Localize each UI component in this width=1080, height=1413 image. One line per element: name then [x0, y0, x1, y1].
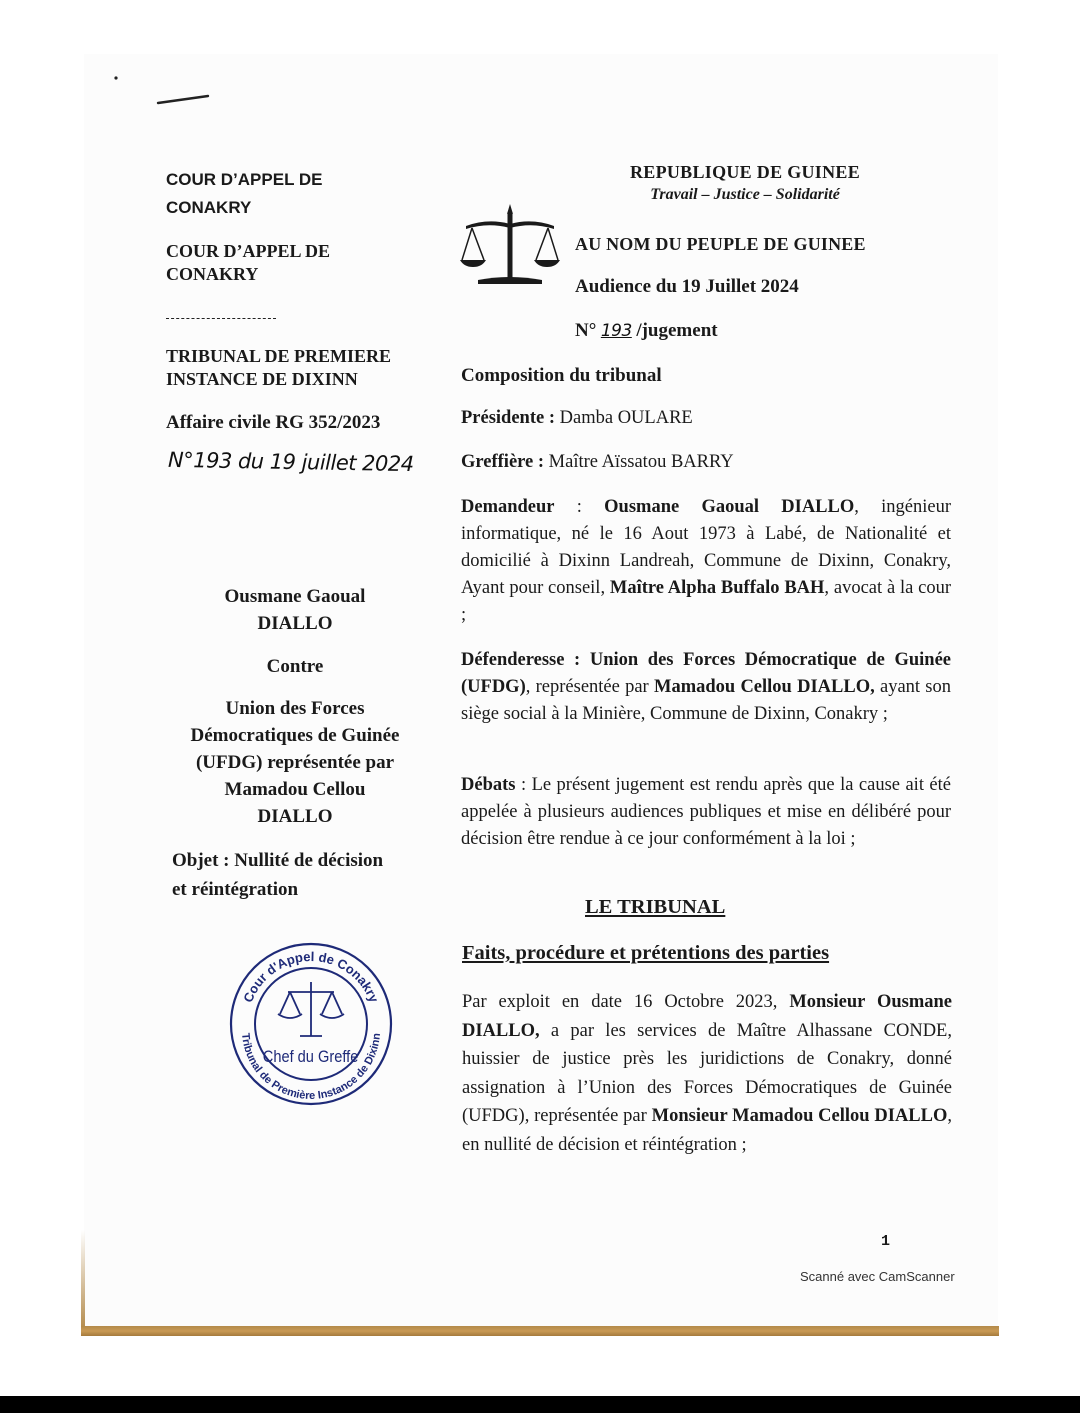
section-title: LE TRIBUNAL [585, 896, 726, 918]
defendant-name: Union des Forces Démocratique de Guinée (UFDG) [461, 650, 952, 697]
tribunal-name [166, 345, 391, 391]
court-name-line: CONAKRY [166, 264, 259, 284]
stamp-outer-text-bottom: Tribunal de Première Instance de Dixinn [239, 1032, 383, 1103]
clerk-name: Maître Aïssatou BARRY [548, 452, 734, 472]
parties-block [160, 583, 430, 830]
court-stamp [228, 938, 394, 1110]
plaintiff-counsel: Maître Alpha Buffalo BAH [609, 578, 825, 598]
defendant-line: Démocratiques de Guinée [190, 725, 400, 746]
plaintiff-name: Ousmane Gaoual DIALLO [604, 497, 855, 517]
facts-text: , en nullité de décision et réintégration ; [462, 1106, 953, 1155]
plaintiff-name: Ousmane Gaoual [224, 586, 366, 607]
country-name: REPUBLIQUE DE GUINEE [629, 162, 861, 182]
defendant-line: Union des Forces [225, 698, 365, 719]
case-reference: Affaire civile RG 352/2023 [166, 412, 381, 433]
facts-text: Par exploit en date 16 Octobre 2023, [462, 992, 790, 1012]
clerk-label: Greffière : [461, 452, 545, 472]
desk-edge [81, 1326, 999, 1336]
page-number: 1 [881, 1233, 891, 1250]
clerk-line [461, 452, 734, 473]
judicial-formula: AU NOM DU PEUPLE DE GUINEE [575, 234, 866, 254]
screen-bottom-bar [0, 1396, 1080, 1413]
object-block [172, 846, 383, 904]
defendant-representative: Mamadou Cellou DIALLO, [653, 677, 875, 697]
court-name-repeat [166, 240, 330, 286]
facts-defendant-representative: Monsieur Mamadou Cellou DIALLO [651, 1106, 948, 1126]
defendant-line: DIALLO [257, 806, 333, 827]
tribunal-line: TRIBUNAL DE PREMIERE [166, 346, 392, 366]
defendant-details-end: ayant son siège social à la Minière, Commune de Dixinn, Conakry ; [461, 677, 952, 724]
subsection-title: Faits, procédure et prétentions des parties [462, 942, 830, 964]
object-line: et réintégration [172, 879, 299, 900]
handwritten-reference: N°193 du 19 juillet 2024 [167, 447, 414, 477]
plaintiff-details: , ingénieur informatique, né le 16 Aout 1973 à Labé, de Nationalité et domicilié à Dixinn Landreah, Commune de Dixinn, Conakry, Ayant pour conseil, [461, 497, 951, 598]
object-line: Objet : Nullité de décision [172, 850, 384, 871]
court-name-line: COUR D’APPEL DE [166, 170, 323, 189]
defendant-paragraph [461, 647, 951, 728]
tribunal-line: INSTANCE DE DIXINN [166, 369, 358, 389]
judgment-number [575, 320, 718, 342]
plaintiff-label: Demandeur [461, 497, 555, 517]
desk-edge [81, 1230, 85, 1330]
hearing-date: Audience du 19 Juillet 2024 [575, 276, 799, 297]
debates-text: : Le présent jugement est rendu après que la cause ait été appelée à plusieurs audiences publiques et mise en délibéré pour décision être rendue à ce jour conformément à la loi ; [461, 775, 951, 849]
facts-text: a par les services de Maître Alhassane CONDE, huissier de justice près les juridictions de Conakry, donné assignation à l’Union des Forces Démocratiques de Guinée (UFDG), représentée par [462, 1020, 952, 1126]
president-name: Damba OULARE [559, 408, 693, 428]
debates-paragraph [461, 772, 951, 853]
defendant-label: Défenderesse : [461, 650, 581, 670]
court-name-header [166, 166, 323, 222]
judgment-number-prefix: N° [575, 320, 597, 341]
court-name-line: CONAKRY [166, 198, 252, 217]
stamp-center-text: Chef du Greffe [262, 1048, 359, 1067]
plaintiff-details-end: , avocat à la cour ; [461, 578, 951, 625]
scales-of-justice-icon [278, 982, 344, 1036]
defendant-details: , représentée par [525, 677, 654, 697]
stamp-outer-text-top: Cour d'Appel de Conakry [240, 948, 382, 1005]
plaintiff-paragraph: Demandeur : Ousmane Gaoual DIALLO, ingénieur informatique, né le 16 Aout 1973 à Labé, de Nationalité et domicilié à Dixinn Landreah, Commune de Dixinn, Conakry, Ayant pour conseil, Maître Alpha Buffalo BAH, avocat à la cour ; [461, 497, 951, 625]
separator-rule [166, 318, 276, 319]
pen-mark [110, 70, 220, 110]
president-label: Présidente : [461, 408, 556, 428]
versus-label: Contre [266, 656, 324, 677]
scanner-watermark: Scanné avec CamScanner [800, 1269, 955, 1284]
facts-plaintiff: Monsieur Ousmane DIALLO, [462, 992, 952, 1041]
defendant-line: Mamadou Cellou [224, 779, 366, 800]
defendant-line: (UFDG) représentée par [195, 752, 395, 773]
president-line [461, 408, 693, 429]
debates-label: Débats [461, 775, 516, 795]
facts-paragraph [462, 988, 952, 1159]
composition-title: Composition du tribunal [461, 365, 662, 386]
judgment-number-suffix: /jugement [636, 320, 718, 341]
national-motto: Travail – Justice – Solidarité [650, 186, 840, 203]
judgment-number-handwritten: 193 [600, 321, 632, 341]
court-name-line: COUR D’APPEL DE [166, 241, 331, 261]
scales-of-justice-icon [458, 200, 562, 290]
plaintiff-name: DIALLO [257, 613, 333, 634]
